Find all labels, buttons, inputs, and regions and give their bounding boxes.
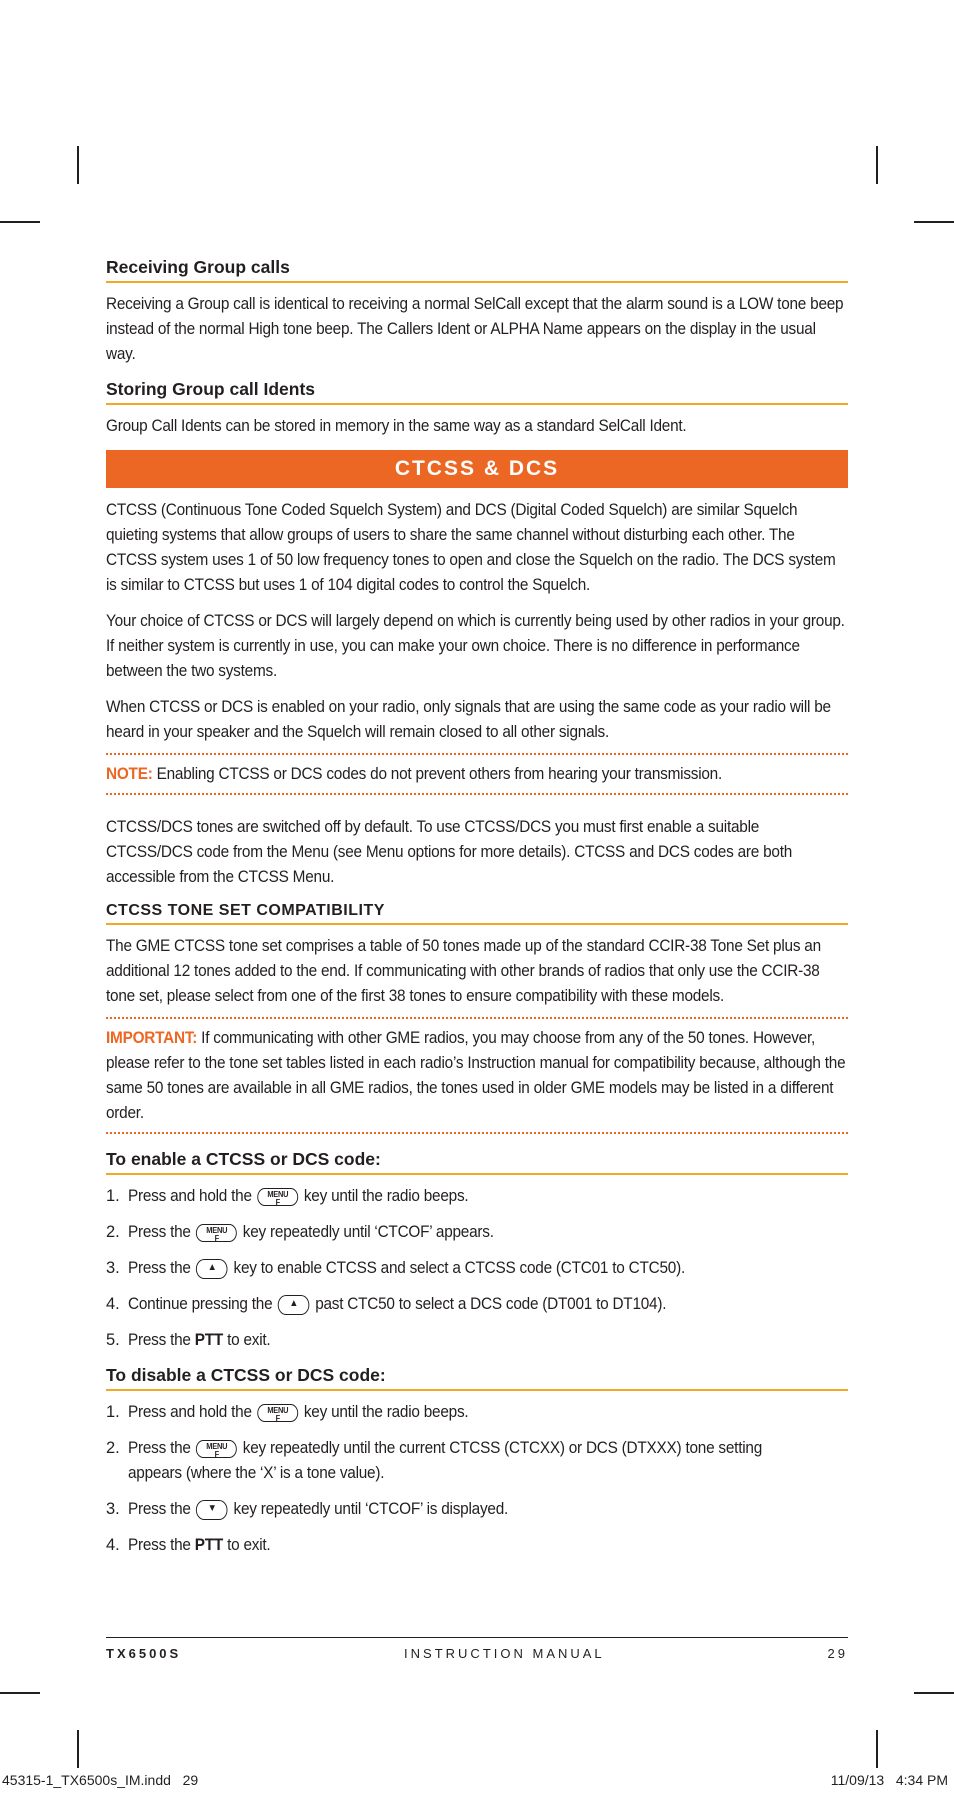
step-pre: Continue pressing the (128, 1295, 273, 1313)
list-item (106, 1533, 848, 1558)
heading-receiving-group-calls: Receiving Group calls (106, 256, 848, 283)
step-pre: Press the (128, 1223, 191, 1241)
step-text (128, 1497, 798, 1522)
step-text (128, 1533, 798, 1558)
step-number: 3. (106, 1259, 120, 1277)
ptt-label: PTT (194, 1331, 224, 1349)
important-box (106, 1019, 848, 1134)
step-pre: Press the (128, 1259, 191, 1277)
heading-tone-set-compatibility: CTCSS TONE SET COMPATIBILITY (106, 902, 848, 925)
step-post: key until the radio beeps. (303, 1187, 469, 1205)
footer-page-number: 29 (827, 1646, 848, 1661)
step-number: 4. (106, 1295, 120, 1313)
crop-mark (876, 146, 878, 184)
menu-key-sublabel: F (214, 1233, 219, 1243)
list-item (106, 1400, 848, 1425)
step-post: key repeatedly until the current CTCSS (CTCXX) or DCS (DTXXX) tone setting appears (where the ‘X’ is a tone value). (128, 1439, 763, 1482)
step-pre: Press and hold the (128, 1187, 252, 1205)
slug-file: 45315-1_TX6500s_IM.indd 29 (2, 1772, 199, 1788)
heading-storing-group-call-idents: Storing Group call Idents (106, 378, 848, 405)
crop-mark (914, 1692, 954, 1694)
list-item (106, 1220, 848, 1245)
step-text (128, 1436, 798, 1486)
important-body: If communicating with other GME radios, you may choose from any of the 50 tones. However, please refer to the tone set tables listed in each radio’s Instruction manual for compatibility because, although the same 50 tones are available in all GME radios, the tones used in older GME models may be listed in a different order. (106, 1029, 846, 1122)
disable-steps-list (106, 1400, 848, 1558)
step-number: 3. (106, 1500, 120, 1518)
step-number: 4. (106, 1536, 120, 1554)
crop-mark (0, 1692, 40, 1694)
step-text (128, 1256, 798, 1281)
footer-model: TX6500S (106, 1646, 182, 1661)
ctcss-default-paragraph: CTCSS/DCS tones are switched off by default. To use CTCSS/DCS you must first enable a suitable CTCSS/DCS code from the Menu (see Menu options for more details). CTCSS and DCS codes are both accessible from the CTCSS Menu. (106, 818, 793, 886)
menu-key-icon (257, 1188, 298, 1206)
ctcss-choice-paragraph: Your choice of CTCSS or DCS will largely depend on which is currently being used by other radios in your group. If neither system is currently in use, you can make your own choice. There is no difference in performance between the two systems. (106, 612, 845, 680)
crop-mark (876, 1730, 878, 1768)
note-body: Enabling CTCSS or DCS codes do not prevent others from hearing your transmission. (152, 765, 723, 783)
receiving-group-calls-text: Receiving a Group call is identical to receiving a normal SelCall except that the alarm sound is a LOW tone beep instead of the normal High tone beep. The Callers Ident or ALPHA Name appears on the display in the usual way. (106, 295, 844, 363)
ctcss-intro-paragraph: CTCSS (Continuous Tone Coded Squelch System) and DCS (Digital Coded Squelch) are similar Squelch quieting systems that allow groups of users to share the same channel without disturbing each other. The CTCSS system uses 1 of 50 low frequency tones to open and close the Squelch on the radio. The DCS system is similar to CTCSS but uses 1 of 104 digital codes to control the Squelch. (106, 501, 836, 594)
step-post: past CTC50 to select a DCS code (DT001 to DT104). (315, 1295, 667, 1313)
crop-mark (914, 221, 954, 223)
step-number: 2. (106, 1439, 120, 1457)
step-number: 1. (106, 1187, 120, 1205)
list-item (106, 1292, 848, 1317)
step-post: to exit. (227, 1331, 271, 1349)
page-footer (106, 1637, 848, 1661)
menu-key-icon (257, 1404, 298, 1422)
heading-disable-code: To disable a CTCSS or DCS code: (106, 1364, 848, 1391)
note-box (106, 755, 848, 795)
menu-key-icon (196, 1224, 237, 1242)
step-text (128, 1220, 798, 1245)
step-text (128, 1292, 798, 1317)
slug-date: 11/09/13 4:34 PM (830, 1772, 948, 1788)
step-post: to exit. (227, 1536, 271, 1554)
crop-mark (0, 221, 40, 223)
list-item (106, 1256, 848, 1281)
note-label: NOTE: (106, 765, 153, 783)
menu-key-label: MENU (267, 1405, 289, 1415)
menu-key-sublabel: F (275, 1197, 280, 1207)
menu-key-label: MENU (206, 1441, 228, 1451)
down-arrow-key-icon: ▼ (196, 1500, 228, 1520)
menu-key-label: MENU (267, 1189, 289, 1199)
up-arrow-key-icon: ▲ (196, 1259, 228, 1279)
crop-mark (77, 146, 79, 184)
menu-key-sublabel: F (275, 1413, 280, 1423)
menu-key-sublabel: F (214, 1449, 219, 1459)
step-post: key to enable CTCSS and select a CTCSS code (CTC01 to CTC50). (233, 1259, 685, 1277)
tone-set-paragraph: The GME CTCSS tone set comprises a table of 50 tones made up of the standard CCIR-38 Tone Set plus an additional 12 tones added to the end. If communicating with other brands of radios that only use the CCIR-38 tone set, please select from one of the first 38 tones to ensure compatibility with these models. (106, 937, 821, 1005)
ptt-label: PTT (194, 1536, 224, 1554)
important-label: IMPORTANT: (106, 1029, 198, 1047)
step-pre: Press and hold the (128, 1403, 252, 1421)
list-item (106, 1497, 848, 1522)
step-post: key repeatedly until ‘CTCOF’ is displayed. (233, 1500, 509, 1518)
step-text (128, 1184, 798, 1209)
step-number: 1. (106, 1403, 120, 1421)
step-pre: Press the (128, 1439, 191, 1457)
note-text (106, 762, 848, 787)
page-content (106, 246, 848, 1569)
up-arrow-key-icon: ▲ (278, 1295, 310, 1315)
heading-enable-code: To enable a CTCSS or DCS code: (106, 1148, 848, 1175)
menu-key-label: MENU (206, 1225, 228, 1235)
footer-title: INSTRUCTION MANUAL (404, 1646, 605, 1661)
section-banner-ctcss-dcs: CTCSS & DCS (106, 450, 848, 488)
important-text (106, 1026, 848, 1126)
enable-steps-list (106, 1184, 848, 1353)
step-post: key repeatedly until ‘CTCOF’ appears. (242, 1223, 494, 1241)
step-pre: Press the (128, 1536, 191, 1554)
crop-mark (77, 1730, 79, 1768)
step-number: 5. (106, 1331, 120, 1349)
list-item (106, 1184, 848, 1209)
storing-group-call-idents-text: Group Call Idents can be stored in memory in the same way as a standard SelCall Ident. (106, 417, 687, 435)
step-number: 2. (106, 1223, 120, 1241)
step-pre: Press the (128, 1500, 191, 1518)
menu-key-icon (196, 1440, 237, 1458)
list-item (106, 1436, 848, 1486)
step-pre: Press the (128, 1331, 191, 1349)
step-post: key until the radio beeps. (303, 1403, 469, 1421)
list-item (106, 1328, 848, 1353)
step-text (128, 1400, 798, 1425)
step-text (128, 1328, 798, 1353)
ctcss-enabled-paragraph: When CTCSS or DCS is enabled on your radio, only signals that are using the same code as your radio will be heard in your speaker and the Squelch will remain closed to all other signals. (106, 698, 831, 741)
